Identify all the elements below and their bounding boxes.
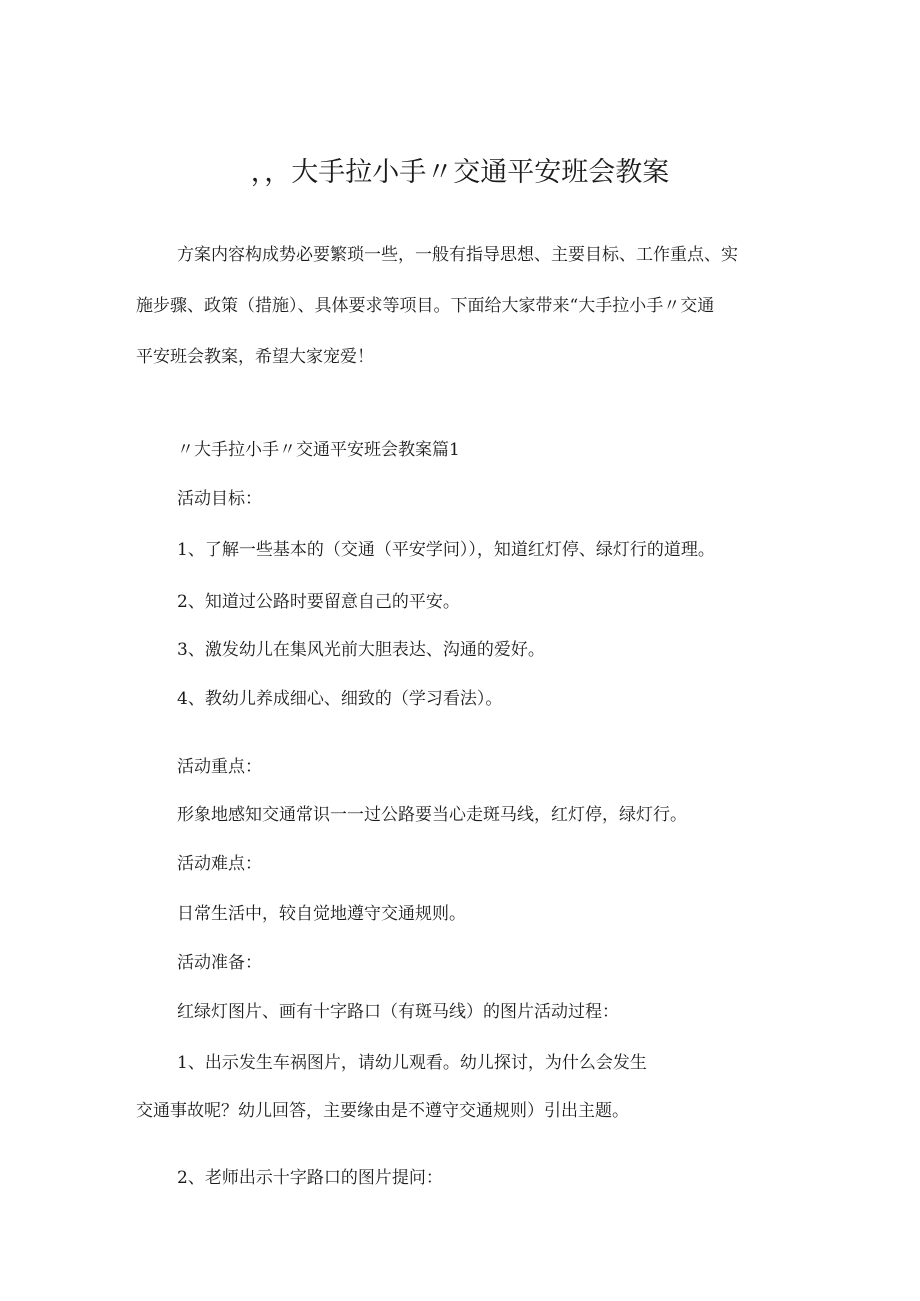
goals-label: 活动目标： — [177, 489, 262, 509]
difficulty-text: 日常生活中，较自觉地遵守交通规则。 — [177, 904, 466, 924]
process-line-3: 2、老师出示十字路口的图片提问： — [177, 1168, 443, 1188]
section-heading: 〃大手拉小手〃交通平安班会教案篇1 — [177, 440, 460, 460]
intro-line-3: 平安班会教案，希望大家宠爱！ — [136, 347, 374, 367]
intro-line-2: 施步骤、政策（措施）、具体要求等项目。下面给大家带来“大手拉小手〃交通 — [136, 296, 715, 316]
process-line-2: 交通事故呢？幼儿回答，主要缘由是不遵守交通规则）引出主题。 — [136, 1101, 629, 1121]
key-text: 形象地感知交通常识一一过公路要当心走斑马线，红灯停，绿灯行。 — [177, 805, 687, 825]
key-label: 活动重点： — [177, 757, 262, 777]
goal-item-4: 4、教幼儿养成细心、细致的（学习看法）。 — [177, 689, 503, 709]
goal-item-2: 2、知道过公路时要留意自己的平安。 — [177, 592, 460, 612]
goal-item-3: 3、激发幼儿在集风光前大胆表达、沟通的爱好。 — [177, 640, 545, 660]
prep-label: 活动准备： — [177, 953, 262, 973]
process-line-1: 1、出示发生车祸图片，请幼儿观看。幼儿探讨，为什么会发生 — [177, 1053, 647, 1073]
prep-text: 红绿灯图片、画有十字路口（有斑马线）的图片活动过程： — [177, 1002, 619, 1022]
difficulty-label: 活动难点： — [177, 854, 262, 874]
intro-line-1: 方案内容构成势必要繁琐一些，一般有指导思想、主要目标、工作重点、实 — [177, 245, 738, 265]
document-title: ，，大手拉小手〃交通平安班会教案 — [250, 157, 670, 188]
goal-item-1: 1、了解一些基本的（交通（平安学问）），知道红灯停、绿灯行的道理。 — [177, 540, 715, 560]
